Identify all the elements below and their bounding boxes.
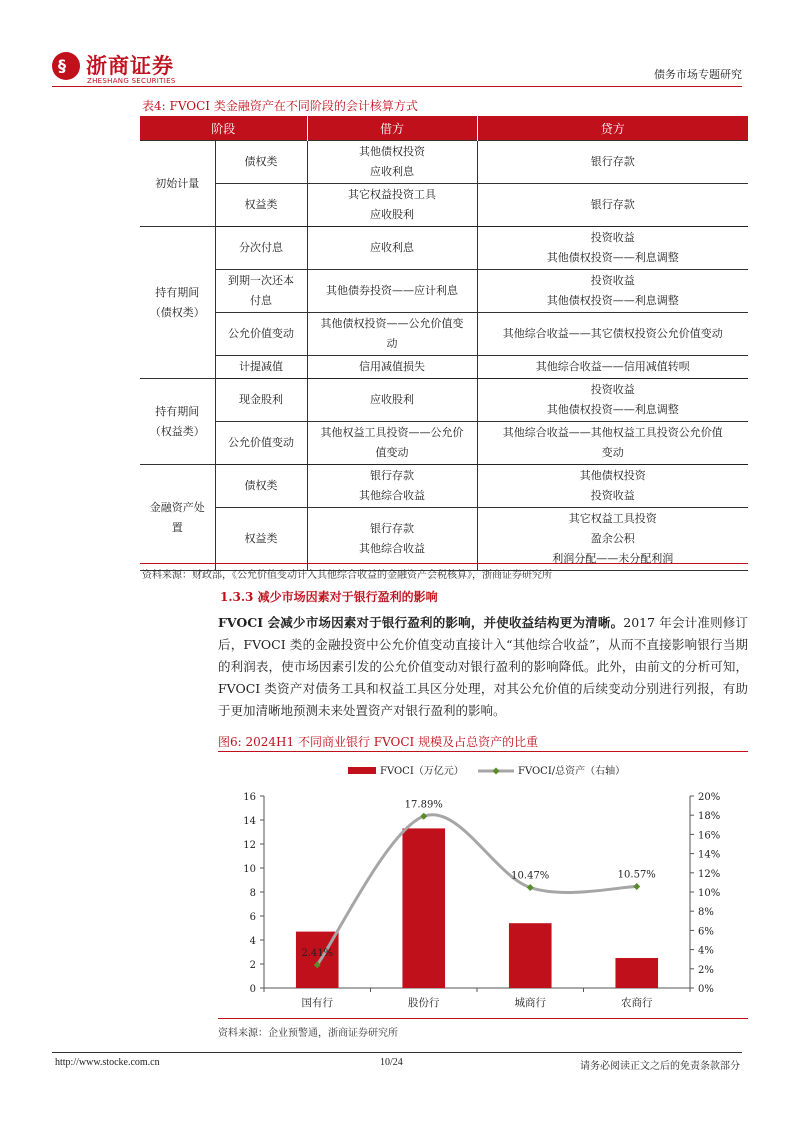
disclaimer-note: 请务必阅读正文之后的免责条款部分 (580, 1061, 740, 1072)
figure-caption: 图6: 2024H1 不同商业银行 FVOCI 规模及占总资产的比重 (218, 735, 539, 749)
sub-stage-cell: 权益类 (215, 508, 307, 571)
stage-cell: 初始计量 (140, 141, 215, 227)
table-row (140, 422, 748, 465)
left-axis-tick-label: 0 (249, 984, 256, 995)
sub-stage-cell: 现金股利 (215, 379, 307, 422)
x-axis-category-label: 国有行 (301, 997, 333, 1009)
left-axis-tick-label: 4 (249, 936, 256, 947)
left-axis-tick-label: 6 (249, 912, 256, 923)
credit-cell: 投资收益 其他债权投资——利息调整 (477, 379, 748, 422)
table-row (140, 379, 748, 422)
right-axis-tick-label: 8% (698, 907, 714, 919)
header-credit: 贷方 (477, 116, 748, 141)
sub-stage-cell: 权益类 (215, 184, 307, 227)
x-axis-category-label: 农商行 (621, 997, 653, 1009)
debit-cell: 银行存款 其他综合收益 (307, 465, 477, 508)
credit-cell: 其他综合收益——信用减值转呗 (477, 356, 748, 379)
right-axis-tick-label: 6% (698, 926, 714, 938)
ratio-point-marker (633, 883, 640, 890)
credit-cell: 银行存款 (477, 141, 748, 184)
right-axis-tick-label: 20% (698, 792, 721, 803)
logo-english-name: ZHESHANG SECURITIES (87, 77, 176, 85)
x-axis-category-label: 城商行 (514, 997, 546, 1009)
right-axis-tick-label: 12% (698, 868, 721, 880)
table-header-row (140, 116, 748, 141)
debit-cell: 其它权益投资工具 应收股利 (307, 184, 477, 227)
header-debit: 借方 (307, 116, 477, 141)
right-axis-tick-label: 16% (698, 830, 721, 842)
left-axis-tick-label: 8 (249, 888, 256, 899)
ratio-line (317, 815, 637, 965)
table-caption: 表4: FVOCI 类金融资产在不同阶段的会计核算方式 (142, 99, 418, 113)
body-text: 2017 年会计准则修订后，FVOCI 类的金融投资中公允价值变动直接计入“其他综合收益”，从而不直接影响银行当期的利润表，使市场因素引发的公允价值变动对银行盈利的影响降低。此外，由前文的分析可知，FVOCI 类资产对债务工具和权益工具区分处理，对其公允价值的后续变动分别进行列报，有助于更加清晰地预测未来处置资产对银行盈利的影响。 (218, 615, 748, 718)
page-number: 10/24 (380, 1057, 403, 1068)
debit-cell: 其他债券投资——应计利息 (307, 270, 477, 313)
debit-cell: 银行存款 其他综合收益 (307, 508, 477, 571)
credit-cell: 投资收益 其他债权投资——利息调整 (477, 270, 748, 313)
figure-source-note: 资料来源：企业预警通，浙商证券研究所 (218, 1028, 398, 1039)
right-axis-tick-label: 4% (698, 945, 714, 957)
ratio-data-label: 17.89% (404, 799, 443, 811)
sub-stage-cell: 分次付息 (215, 227, 307, 270)
credit-cell: 其他综合收益——其它债权投资公允价值变动 (477, 313, 748, 356)
sub-stage-cell: 债权类 (215, 141, 307, 184)
left-axis-tick-label: 14 (243, 816, 256, 827)
stage-cell: 持有期间 （债权类） (140, 227, 215, 379)
credit-cell: 其他债权投资 投资收益 (477, 465, 748, 508)
header-stage: 阶段 (140, 116, 307, 141)
sub-stage-cell: 公允价值变动 (215, 422, 307, 465)
right-axis-tick-label: 2% (698, 964, 714, 976)
ratio-data-label: 10.47% (511, 870, 550, 882)
legend-line-marker (493, 768, 500, 775)
right-axis-tick-label: 14% (698, 849, 721, 861)
table-row (140, 141, 748, 184)
body-paragraph (218, 612, 748, 722)
ratio-data-label: 2.41% (301, 947, 334, 959)
left-axis-tick-label: 16 (243, 792, 256, 803)
right-axis-tick-label: 10% (698, 888, 721, 899)
stage-cell: 持有期间 （权益类） (140, 379, 215, 465)
debit-cell: 其他债权投资 应收利息 (307, 141, 477, 184)
stage-cell: 金融资产处 置 (140, 465, 215, 571)
table-bottom-divider (140, 563, 748, 564)
sub-stage-cell: 计提减值 (215, 356, 307, 379)
legend-line-label: FVOCI/总资产（右轴） (518, 766, 626, 777)
table-row (140, 270, 748, 313)
company-logo (52, 50, 222, 90)
bar-股份行 (402, 828, 445, 988)
sub-stage-cell: 债权类 (215, 465, 307, 508)
logo-mark-icon: § (52, 52, 80, 80)
left-axis-tick-label: 2 (249, 960, 256, 971)
figure-top-divider (218, 751, 748, 752)
credit-cell: 银行存款 (477, 184, 748, 227)
footer-divider (52, 1052, 742, 1053)
section-title: 1.3.3 减少市场因素对于银行盈利的影响 (220, 590, 438, 604)
header-divider (52, 86, 742, 87)
legend-bar-swatch (348, 767, 376, 774)
x-axis-category-label: 股份行 (408, 997, 440, 1009)
fvoci-chart (218, 754, 748, 1016)
left-axis-tick-label: 10 (243, 864, 256, 875)
sub-stage-cell: 公允价值变动 (215, 313, 307, 356)
table-row (140, 508, 748, 571)
table-row (140, 465, 748, 508)
credit-cell: 投资收益 其他债权投资——利息调整 (477, 227, 748, 270)
right-axis-tick-label: 18% (698, 811, 721, 823)
table-row (140, 356, 748, 379)
legend-bar-label: FVOCI（万亿元） (380, 766, 464, 777)
table-row (140, 227, 748, 270)
debit-cell: 信用减值损失 (307, 356, 477, 379)
accounting-table (140, 116, 748, 571)
debit-cell: 其他权益工具投资——公允价 值变动 (307, 422, 477, 465)
right-axis-tick-label: 0% (698, 984, 714, 995)
bar-城商行 (509, 923, 552, 988)
table-row (140, 184, 748, 227)
debit-cell: 应收利息 (307, 227, 477, 270)
credit-cell: 其他综合收益——其他权益工具投资公允价值 变动 (477, 422, 748, 465)
logo-chinese-name: 浙商证券 (86, 54, 174, 78)
debit-cell: 其他债权投资——公允价值变 动 (307, 313, 477, 356)
table-source-note: 资料来源：财政部，《公允价值变动计入其他综合收益的金融资产会税核算》，浙商证券研究所 (142, 570, 552, 581)
report-type: 债务市场专题研究 (654, 68, 742, 81)
credit-cell: 其它权益工具投资 盈余公积 利润分配——未分配利润 (477, 508, 748, 571)
footer-url-link[interactable]: http://www.stocke.com.cn (55, 1057, 160, 1068)
ratio-data-label: 10.57% (617, 869, 656, 881)
sub-stage-cell: 到期一次还本 付息 (215, 270, 307, 313)
figure-bottom-divider (218, 1018, 748, 1019)
left-axis-tick-label: 12 (243, 840, 256, 851)
bar-农商行 (615, 958, 658, 988)
debit-cell: 应收股利 (307, 379, 477, 422)
table-row (140, 313, 748, 356)
body-bold-lead: FVOCI 会减少市场因素对于银行盈利的影响，并使收益结构更为清晰。 (218, 615, 624, 630)
